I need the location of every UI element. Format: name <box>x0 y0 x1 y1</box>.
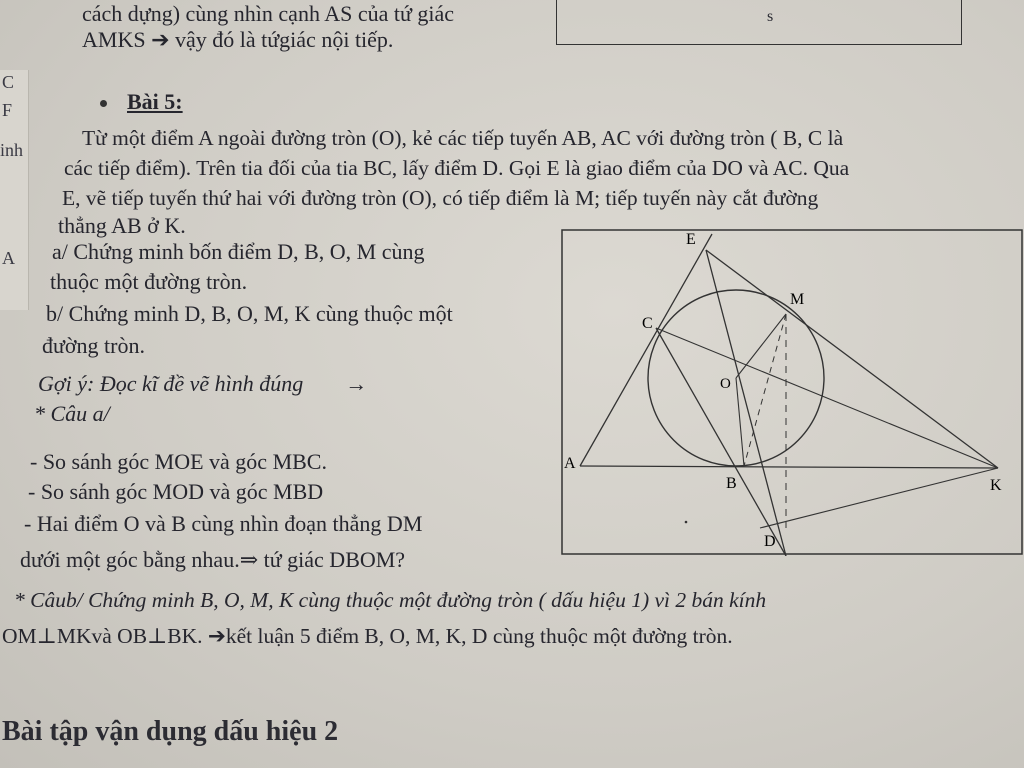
problem-line-1: Từ một điểm A ngoài đường tròn (O), kẻ các tiếp tuyến AB, AC với đường tròn ( B, C là <box>82 126 844 150</box>
line-ed <box>706 250 786 556</box>
top-text-line-1: cách dựng) cùng nhìn cạnh AS của tứ giác <box>82 1 455 26</box>
dashed-mb <box>744 314 786 466</box>
question-a-line-2: thuộc một đường tròn. <box>50 269 248 294</box>
hint-step-4: dưới một góc bằng nhau.⇒ tứ giác DBOM? <box>20 547 406 572</box>
tangent-ek <box>706 250 998 468</box>
margin-fragment-2: F <box>2 100 13 120</box>
question-b-line-1: b/ Chứng minh D, B, O, M, K cùng thuộc một <box>46 301 453 326</box>
bullet-icon <box>100 100 107 107</box>
figure-frame <box>562 230 1022 554</box>
label-e: E <box>686 231 696 248</box>
label-c: C <box>642 315 653 332</box>
exercise-title <box>100 88 183 116</box>
margin-fragment-1: C <box>2 72 15 92</box>
geometry-figure <box>560 228 1024 556</box>
label-o: O <box>720 376 731 392</box>
margin-fragment-3: inh <box>0 140 24 160</box>
line-ak <box>580 466 998 468</box>
hint-title-text: Gợi ý: Đọc kĩ đề vẽ hình đúng <box>38 371 304 396</box>
hint-part-a: * Câu a/ <box>34 401 110 426</box>
problem-line-4: thẳng AB ở K. <box>58 213 186 238</box>
hint-step-1: - So sánh góc MOE và góc MBC. <box>30 449 327 474</box>
hint-title <box>38 370 367 398</box>
hint-step-2: - So sánh góc MOD và góc MBD <box>28 479 324 504</box>
line-dk <box>760 468 998 528</box>
label-d: D <box>764 533 776 550</box>
dot-mark <box>685 521 688 524</box>
previous-figure-frame <box>556 0 962 45</box>
hint-part-b-line-2: OM⊥MKvà OB⊥BK. ➔kết luận 5 điểm B, O, M, K, D cùng thuộc một đường tròn. <box>2 624 733 648</box>
hint-step-3: - Hai điểm O và B cùng nhìn đoạn thẳng DM <box>24 511 423 536</box>
previous-figure-mark: s <box>767 8 774 25</box>
label-a: A <box>564 455 576 472</box>
top-text-line-2: AMKS ➔ vậy đó là tứgiác nội tiếp. <box>82 27 394 52</box>
line-ck <box>656 328 998 468</box>
hint-part-b-line-1: * Câub/ Chứng minh B, O, M, K cùng thuộc một đường tròn ( dấu hiệu 1) vì 2 bán kính <box>14 588 767 612</box>
label-b: B <box>726 475 737 492</box>
problem-line-2: các tiếp điểm). Trên tia đối của tia BC, lấy điểm D. Gọi E là giao điểm của DO và AC. Qua <box>64 156 850 180</box>
question-a-line-1: a/ Chứng minh bốn điểm D, B, O, M cùng <box>52 239 425 264</box>
label-m: M <box>790 291 805 308</box>
exercise-title-text: Bài 5: <box>127 89 183 114</box>
question-b-line-2: đường tròn. <box>42 333 145 358</box>
margin-fragment-4: A <box>2 248 15 268</box>
arrow-right-icon: → <box>345 371 368 396</box>
line-ae <box>580 234 712 466</box>
radius-om <box>736 314 786 378</box>
problem-line-3: E, vẽ tiếp tuyến thứ hai với đường tròn (O), có tiếp điểm là M; tiếp tuyến này cắt đường <box>62 186 819 210</box>
section-heading: Bài tập vận dụng dấu hiệu 2 <box>2 716 339 747</box>
label-k: K <box>990 477 1002 494</box>
